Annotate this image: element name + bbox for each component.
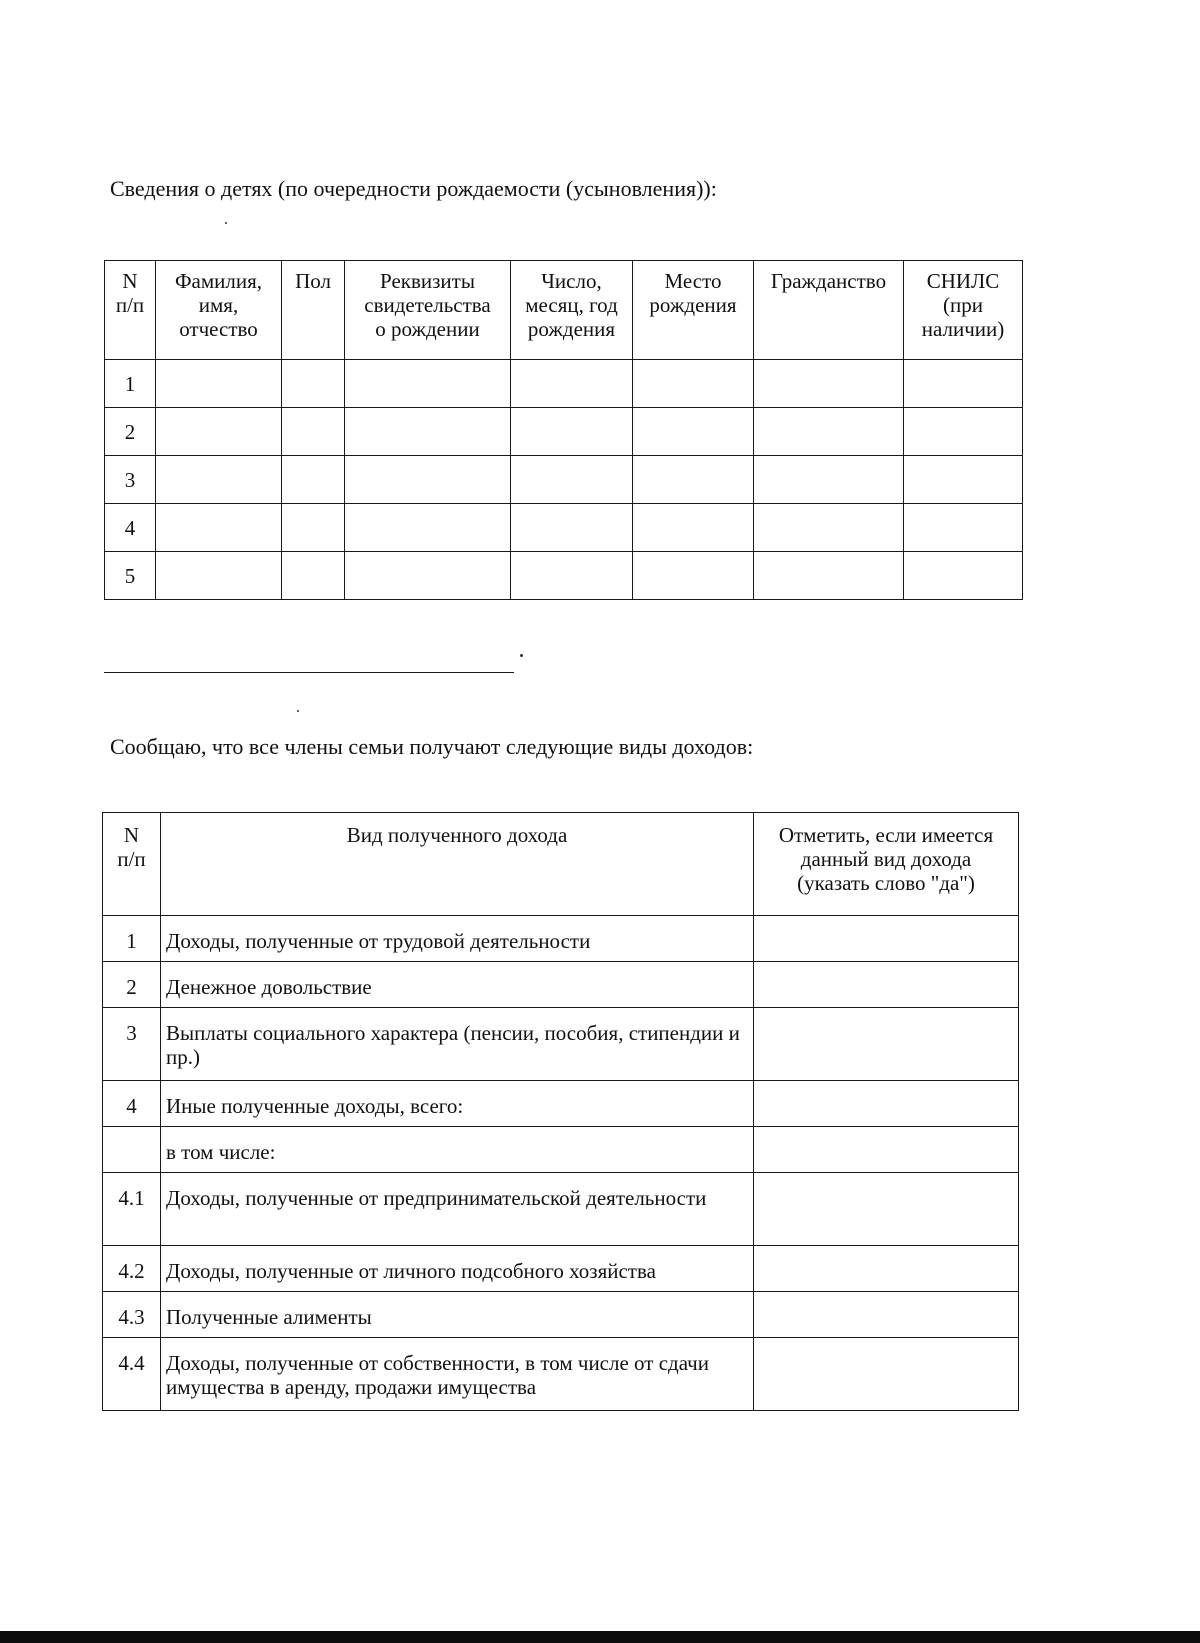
- snils-cell[interactable]: [904, 408, 1023, 456]
- row-number: 2: [103, 962, 161, 1008]
- row-number: 4.2: [103, 1246, 161, 1292]
- birth-place-cell[interactable]: [633, 408, 754, 456]
- col-header-sex: Пол: [282, 261, 345, 360]
- table-row: [103, 1127, 1019, 1173]
- sex-cell[interactable]: [282, 408, 345, 456]
- table-row: [103, 916, 1019, 962]
- birth-certificate-cell[interactable]: [345, 360, 511, 408]
- birth-date-cell[interactable]: [511, 504, 633, 552]
- birth-certificate-cell[interactable]: [345, 504, 511, 552]
- citizenship-cell[interactable]: [754, 360, 904, 408]
- sex-cell[interactable]: [282, 504, 345, 552]
- income-type-label: Доходы, полученные от собственности, в том числе от сдачи имущества в аренду, продажи имущества: [161, 1338, 754, 1411]
- table-row: [105, 504, 1023, 552]
- sex-cell[interactable]: [282, 552, 345, 600]
- income-type-label: Доходы, полученные от трудовой деятельности: [161, 916, 754, 962]
- income-type-label: Доходы, полученные от личного подсобного хозяйства: [161, 1246, 754, 1292]
- table-row: [103, 1008, 1019, 1081]
- full-name-cell[interactable]: [156, 504, 282, 552]
- birth-date-cell[interactable]: [511, 456, 633, 504]
- income-type-label: Денежное довольствие: [161, 962, 754, 1008]
- children-section-heading: Сведения о детях (по очередности рождаемости (усыновления)):: [110, 176, 717, 201]
- snils-cell[interactable]: [904, 456, 1023, 504]
- children-table: [104, 260, 1023, 600]
- citizenship-cell[interactable]: [754, 552, 904, 600]
- col-header-mark: Отметить, если имеется данный вид дохода (указать слово "да"): [754, 813, 1019, 916]
- col-header-snils: СНИЛС (при наличии): [904, 261, 1023, 360]
- citizenship-cell[interactable]: [754, 456, 904, 504]
- sex-cell[interactable]: [282, 456, 345, 504]
- table-row: [103, 1173, 1019, 1246]
- table-row: [103, 1081, 1019, 1127]
- birth-date-cell[interactable]: [511, 552, 633, 600]
- answer-cell[interactable]: [754, 1292, 1019, 1338]
- row-number: 1: [103, 916, 161, 962]
- birth-place-cell[interactable]: [633, 456, 754, 504]
- col-header-number: N п/п: [105, 261, 156, 360]
- answer-cell[interactable]: [754, 1338, 1019, 1411]
- citizenship-cell[interactable]: [754, 504, 904, 552]
- full-name-cell[interactable]: [156, 360, 282, 408]
- col-header-income-type: Вид полученного дохода: [161, 813, 754, 916]
- income-type-label: Полученные алименты: [161, 1292, 754, 1338]
- income-type-label: Выплаты социального характера (пенсии, пособия, стипендии и пр.): [161, 1008, 754, 1081]
- birth-date-cell[interactable]: [511, 408, 633, 456]
- row-number: 3: [105, 456, 156, 504]
- answer-cell[interactable]: [754, 1081, 1019, 1127]
- scan-edge-bar: [0, 1631, 1200, 1643]
- table-row: [103, 1246, 1019, 1292]
- row-number: 4: [103, 1081, 161, 1127]
- answer-cell[interactable]: [754, 1008, 1019, 1081]
- table-row: [103, 1292, 1019, 1338]
- answer-cell[interactable]: [754, 962, 1019, 1008]
- row-number: 4.1: [103, 1173, 161, 1246]
- col-header-birth-place: Место рождения: [633, 261, 754, 360]
- income-type-label: в том числе:: [161, 1127, 754, 1173]
- table-row: [105, 552, 1023, 600]
- sex-cell[interactable]: [282, 360, 345, 408]
- snils-cell[interactable]: [904, 504, 1023, 552]
- full-name-cell[interactable]: [156, 552, 282, 600]
- citizenship-cell[interactable]: [754, 408, 904, 456]
- col-header-full-name: Фамилия, имя, отчество: [156, 261, 282, 360]
- answer-cell[interactable]: [754, 916, 1019, 962]
- income-type-label: Доходы, полученные от предпринимательской деятельности: [161, 1173, 754, 1246]
- col-header-birth-certificate: Реквизиты свидетельства о рождении: [345, 261, 511, 360]
- snils-cell[interactable]: [904, 360, 1023, 408]
- table-row: [103, 1338, 1019, 1411]
- full-name-cell[interactable]: [156, 408, 282, 456]
- answer-cell[interactable]: [754, 1127, 1019, 1173]
- col-header-birth-date: Число, месяц, год рождения: [511, 261, 633, 360]
- scan-speck: [225, 222, 227, 224]
- row-number: 1: [105, 360, 156, 408]
- table-row: [105, 456, 1023, 504]
- snils-cell[interactable]: [904, 552, 1023, 600]
- row-number: 4.4: [103, 1338, 161, 1411]
- row-number: 2: [105, 408, 156, 456]
- birth-place-cell[interactable]: [633, 552, 754, 600]
- table-row: [105, 360, 1023, 408]
- birth-certificate-cell[interactable]: [345, 456, 511, 504]
- answer-cell[interactable]: [754, 1173, 1019, 1246]
- col-header-citizenship: Гражданство: [754, 261, 904, 360]
- scan-speck: [520, 654, 523, 657]
- table-row: [105, 408, 1023, 456]
- full-name-cell[interactable]: [156, 456, 282, 504]
- row-number: 4.3: [103, 1292, 161, 1338]
- row-number: 5: [105, 552, 156, 600]
- birth-place-cell[interactable]: [633, 504, 754, 552]
- income-table: [102, 812, 1019, 1411]
- birth-place-cell[interactable]: [633, 360, 754, 408]
- birth-certificate-cell[interactable]: [345, 552, 511, 600]
- answer-cell[interactable]: [754, 1246, 1019, 1292]
- birth-certificate-cell[interactable]: [345, 408, 511, 456]
- income-type-label: Иные полученные доходы, всего:: [161, 1081, 754, 1127]
- table-row: [103, 962, 1019, 1008]
- scan-speck: [297, 710, 299, 712]
- birth-date-cell[interactable]: [511, 360, 633, 408]
- row-number: 4: [105, 504, 156, 552]
- signature-line[interactable]: [104, 672, 514, 673]
- income-section-heading: Сообщаю, что все члены семьи получают следующие виды доходов:: [110, 734, 754, 759]
- row-number: [103, 1127, 161, 1173]
- row-number: 3: [103, 1008, 161, 1081]
- col-header-number: N п/п: [103, 813, 161, 916]
